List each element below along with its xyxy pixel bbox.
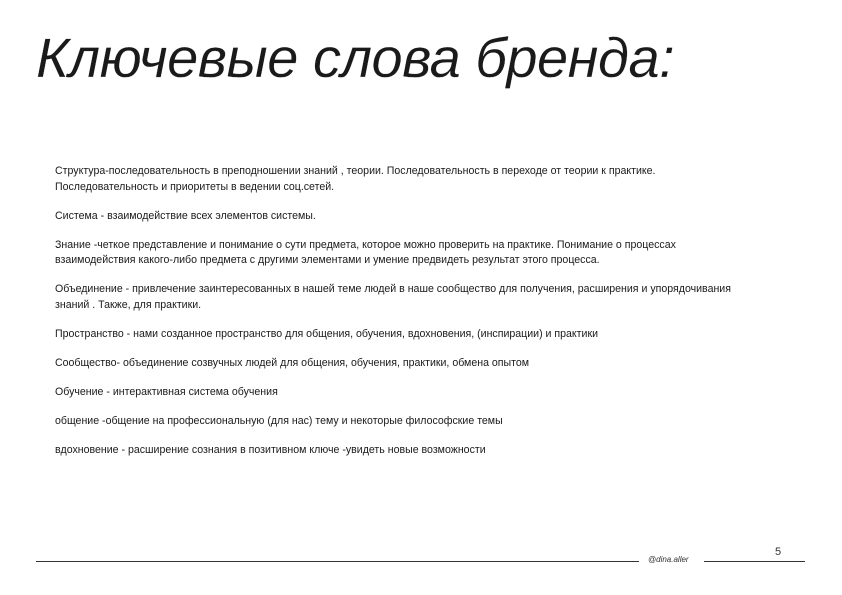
keyword-knowledge: Знание -четкое представление и понимание о сути предмета, которое можно проверить на практике. Понимание о процессах взаимодействия какого-либо предмета с другими элементами и умение предвидеть результат этого процесса. xyxy=(55,238,676,266)
keywords-list xyxy=(55,164,745,472)
keyword-union: Объединение - привлечение заинтересованных в нашей теме людей в наше сообщество для получения, расширения и упорядочивания знаний . Также, для практики. xyxy=(55,283,731,311)
keyword-community: Сообщество- объединение созвучных людей для общения, обучения, практики, обмена опытом xyxy=(55,356,530,369)
keyword-inspiration: вдохновение - расширение сознания в позитивном ключе -увидеть новые возможности xyxy=(55,443,486,456)
keyword-space: Пространство - нами созданное пространство для общения, обучения, вдохновения, (инспирации) и практики xyxy=(55,327,599,340)
keyword-communication: общение -общение на профессиональную (для нас) тему и некоторые философские темы xyxy=(55,414,503,427)
keyword-system: Система - взаимодействие всех элементов системы. xyxy=(55,209,316,222)
footer-divider-right xyxy=(704,561,805,562)
keyword-structure: Структура-последовательность в преподношении знаний , теории. Последовательность в переходе от теории к практике. Последовательность и приоритеты в ведении соц.сетей. xyxy=(55,165,656,193)
page-number: 5 xyxy=(775,546,782,558)
footer-divider-left xyxy=(36,561,639,562)
keyword-learning: Обучение - интерактивная система обучения xyxy=(55,385,278,398)
author-handle: @dina.aller xyxy=(648,555,689,564)
slide-title: Ключевые слова бренда: xyxy=(36,26,675,89)
